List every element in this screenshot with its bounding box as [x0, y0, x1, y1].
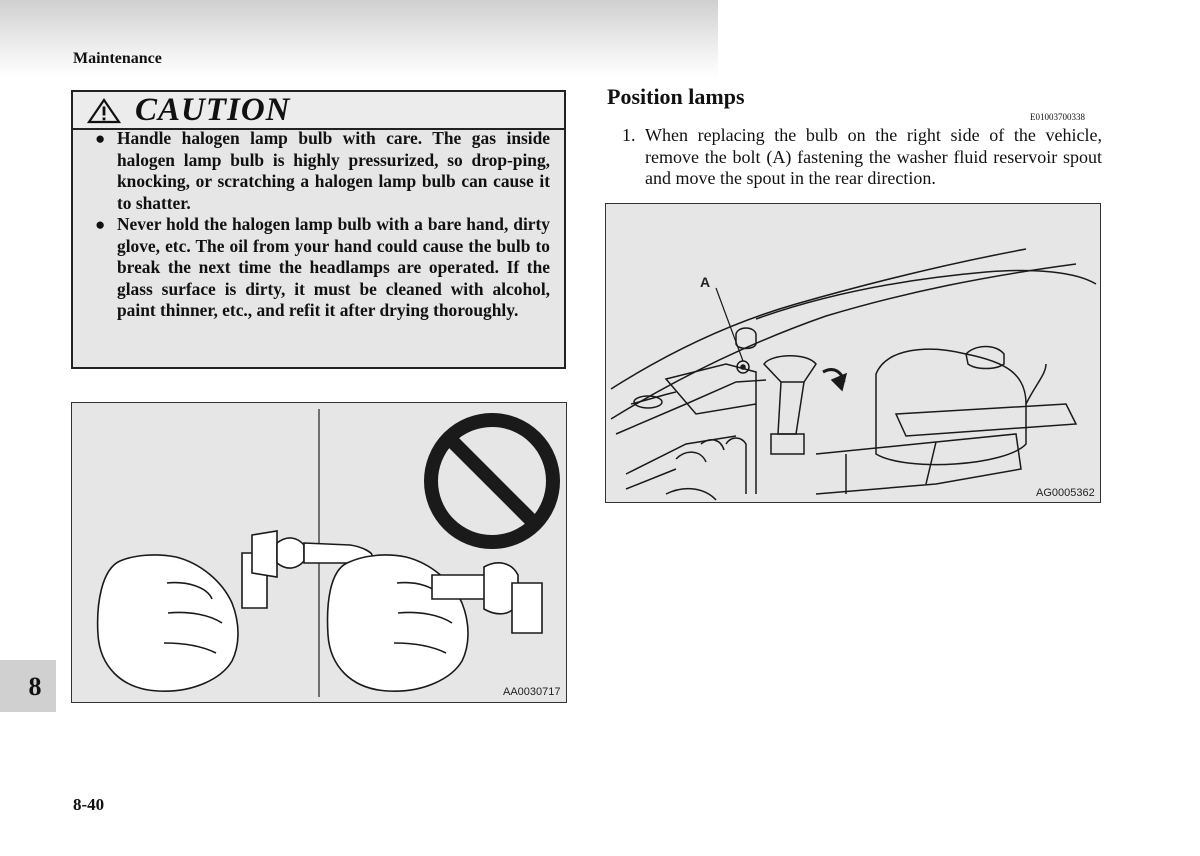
- bulb-handling-illustration: [72, 403, 565, 701]
- reference-code: E01003700338: [1030, 112, 1085, 122]
- figure-code: AA0030717: [503, 686, 561, 698]
- right-hand-bulb-drawing: [328, 555, 542, 691]
- caution-item-text: Never hold the halogen lamp bulb with a bare hand, dirty glove, etc. The oil from your hand could cause the bulb to break the next time the headlamps are operated. If the glass surface is dirty, it must be cleaned with alcohol, paint thinner, etc., and refit it after drying thoroughly.: [117, 214, 550, 320]
- page-number: 8-40: [73, 795, 105, 814]
- callout-label-a: A: [700, 274, 711, 290]
- step-item: [622, 125, 1102, 190]
- chapter-number: 8: [28, 672, 42, 701]
- prohibition-icon: [431, 420, 553, 542]
- caution-box: [71, 90, 566, 369]
- caution-title: CAUTION: [135, 92, 291, 128]
- bullet-icon: ●: [95, 129, 106, 148]
- caution-header: [73, 92, 564, 130]
- step-number: 1.: [622, 125, 636, 145]
- step-text: When replacing the bulb on the right side of the vehicle, remove the bolt (A) fastening the washer fluid reservoir spout and move the spout in the rear direction.: [645, 125, 1102, 188]
- warning-triangle-icon: [87, 98, 121, 124]
- position-lamps-title: Position lamps: [607, 84, 745, 109]
- bullet-icon: ●: [95, 215, 106, 234]
- section-title: Maintenance: [73, 50, 162, 67]
- caution-item: [85, 214, 550, 322]
- engine-bay-illustration: [606, 204, 1099, 501]
- figure-code: AG0005362: [1036, 487, 1095, 499]
- engine-bay-figure: [605, 203, 1101, 503]
- caution-item-text: Handle halogen lamp bulb with care. The gas inside halogen lamp bulb is highly pressurized, so drop-ping, knocking, or scratching a halogen lamp bulb can cause it to shatter.: [117, 128, 550, 213]
- bulb-handling-figure: [71, 402, 567, 703]
- caution-body: [73, 128, 564, 322]
- caution-item: [85, 128, 550, 214]
